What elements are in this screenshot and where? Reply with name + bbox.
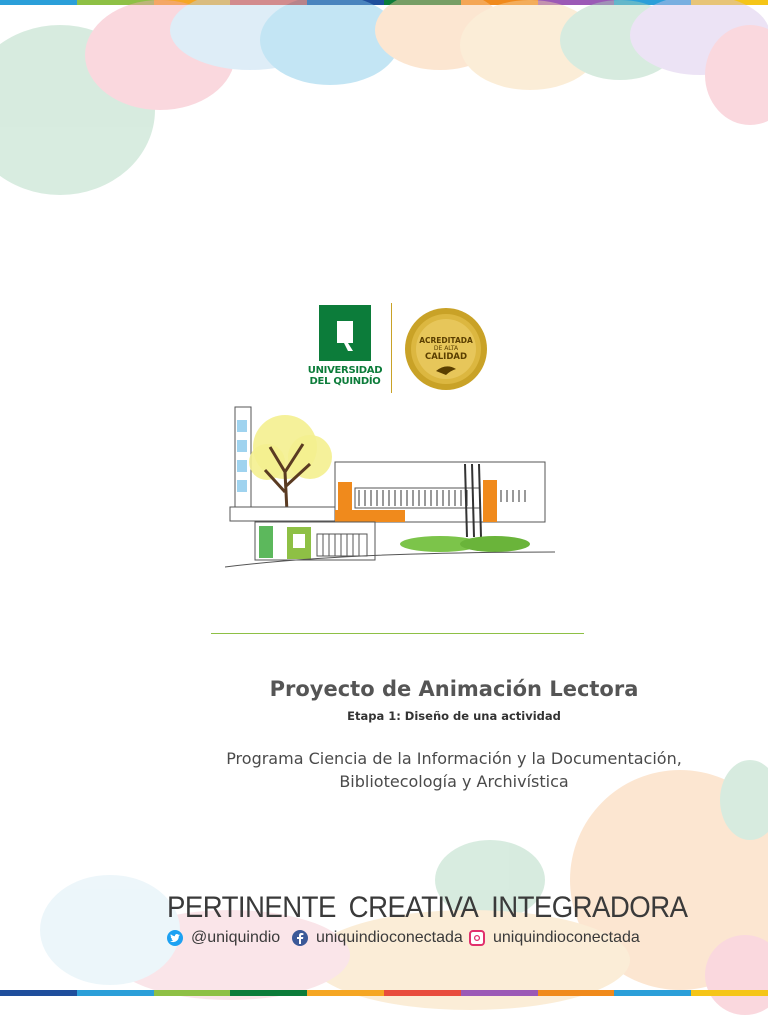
document-subtitle: Etapa 1: Diseño de una actividad bbox=[347, 709, 561, 723]
divider-line bbox=[211, 633, 584, 634]
university-name-line2: DEL QUINDÍO bbox=[309, 376, 381, 387]
social-instagram[interactable] bbox=[469, 928, 640, 948]
instagram-icon bbox=[469, 930, 485, 946]
program-name bbox=[190, 747, 718, 793]
logo-divider bbox=[391, 303, 392, 393]
seal-line1: ACREDITADA bbox=[419, 336, 473, 345]
social-twitter[interactable] bbox=[167, 928, 280, 948]
motto-word-1: PERTINENTE bbox=[167, 891, 336, 924]
motto-word-2: CREATIVA bbox=[348, 891, 479, 924]
institutional-motto bbox=[167, 891, 688, 925]
instagram-handle: uniquindioconectada bbox=[493, 929, 640, 946]
social-facebook[interactable] bbox=[292, 928, 463, 948]
seal-line2: DE ALTA bbox=[433, 345, 459, 352]
document-title: Proyecto de Animación Lectora bbox=[269, 677, 639, 701]
program-line1: Programa Ciencia de la Información y la Documentación, bbox=[226, 749, 682, 768]
twitter-handle: @uniquindio bbox=[191, 929, 281, 946]
university-name-line1: UNIVERSIDAD bbox=[307, 365, 383, 376]
campus-building-illustration bbox=[225, 402, 555, 577]
bottom-color-stripe bbox=[0, 990, 768, 996]
institution-logos bbox=[305, 303, 495, 395]
facebook-handle: uniquindioconectada bbox=[316, 929, 463, 946]
seal-line3: CALIDAD bbox=[424, 352, 468, 362]
facebook-icon bbox=[292, 930, 308, 946]
university-name bbox=[307, 365, 383, 387]
twitter-icon bbox=[167, 930, 183, 946]
program-line2: Bibliotecología y Archivística bbox=[339, 772, 569, 791]
accreditation-seal-icon bbox=[404, 305, 488, 393]
motto-word-3: INTEGRADORA bbox=[491, 891, 688, 924]
